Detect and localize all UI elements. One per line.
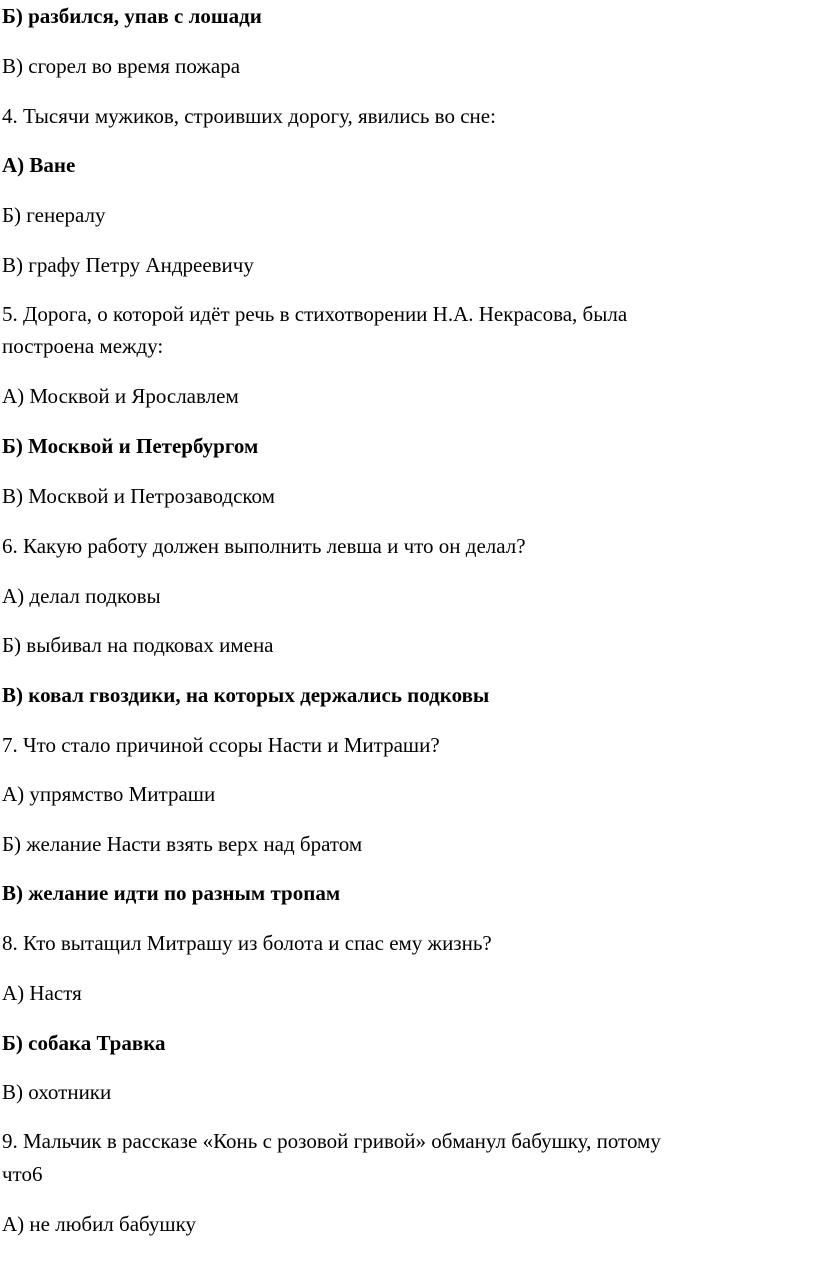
answer-option-b: Б) собака Травка — [2, 1031, 166, 1055]
answer-option-a: А) не любил бабушку — [2, 1212, 197, 1236]
answer-option-b: Б) выбивал на подковах имена — [2, 633, 274, 657]
answer-option-v: В) ковал гвоздики, на которых держались подковы — [2, 683, 490, 707]
question-4: 4. Тысячи мужиков, строивших дорогу, явились во сне: — [2, 104, 496, 128]
answer-option-a: А) упрямство Митраши — [2, 782, 216, 806]
question-9: 9. Мальчик в рассказе «Конь с розовой гривой» обманул бабушку, потому — [2, 1129, 661, 1153]
answer-option-b: Б) генералу — [2, 203, 106, 227]
answer-option-b: Б) разбился, упав с лошади — [2, 4, 262, 28]
answer-option-a: А) Настя — [2, 981, 82, 1005]
question-6: 6. Какую работу должен выполнить левша и что он делал? — [2, 534, 526, 558]
answer-option-v: В) сгорел во время пожара — [2, 54, 241, 78]
answer-option-b: Б) желание Насти взять верх над братом — [2, 832, 363, 856]
question-5-continuation: построена между: — [2, 334, 164, 358]
answer-option-a: А) Москвой и Ярославлем — [2, 384, 239, 408]
answer-option-a: А) делал подковы — [2, 584, 161, 608]
answer-option-v: В) графу Петру Андреевичу — [2, 253, 254, 277]
question-9-continuation: что6 — [2, 1162, 43, 1186]
answer-option-v: В) желание идти по разным тропам — [2, 881, 341, 905]
answer-option-v: В) охотники — [2, 1080, 112, 1104]
answer-option-b: Б) Москвой и Петербургом — [2, 434, 259, 458]
answer-option-v: В) Москвой и Петрозаводском — [2, 484, 275, 508]
answer-option-a: А) Ване — [2, 153, 76, 177]
question-7: 7. Что стало причиной ссоры Насти и Митраши? — [2, 733, 440, 757]
question-5: 5. Дорога, о которой идёт речь в стихотворении Н.А. Некрасова, была — [2, 302, 628, 326]
question-8: 8. Кто вытащил Митрашу из болота и спас ему жизнь? — [2, 931, 492, 955]
